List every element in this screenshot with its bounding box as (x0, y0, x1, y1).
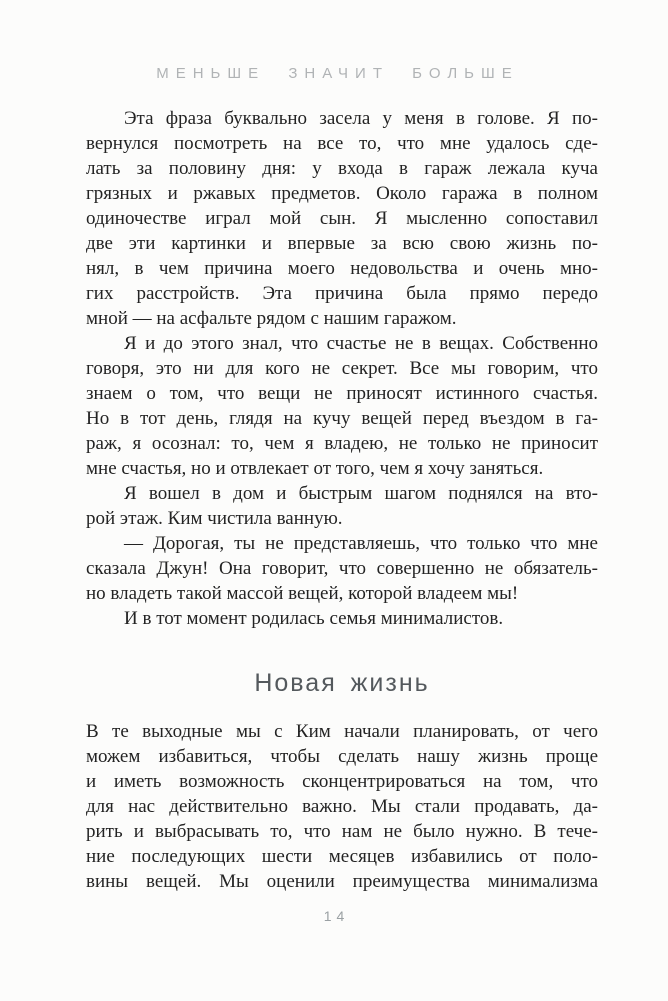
text-line: знаем о том, что вещи не приносят истинного счастья. (86, 383, 598, 404)
paragraph (86, 331, 598, 481)
text-line: сказала Джун! Она говорит, что совершенно не обязатель- (86, 558, 598, 579)
text-line: говоря, это ни для кого не секрет. Все мы говорим, что (86, 358, 598, 379)
text-line: две эти картинки и впервые за всю свою жизнь по- (86, 233, 598, 254)
text-line: рить и выбрасывать то, что нам не было нужно. В тече- (86, 821, 598, 842)
text-line: Я и до этого знал, что счастье не в вещах. Собственно (124, 333, 598, 354)
paragraphs-before-heading (86, 106, 598, 631)
text-line: мной — на асфальте рядом с нашим гаражом. (86, 308, 457, 329)
text-line: и иметь возможность сконцентрироваться на том, что (86, 771, 598, 792)
paragraph (86, 606, 598, 631)
text-line: ние последующих шести месяцев избавились от поло- (86, 846, 598, 867)
text-line: В те выходные мы с Ким начали планировать, от чего (86, 721, 598, 742)
text-line: вины вещей. Мы оценили преимущества минимализма (86, 871, 598, 892)
section-heading: Новая жизнь (254, 669, 430, 697)
text-line: И в тот момент родилась семья минималистов. (124, 608, 504, 629)
body-text (86, 106, 598, 894)
text-line: лать за половину дня: у входа в гараж лежала куча (86, 158, 598, 179)
text-line: рой этаж. Ким чистила ванную. (86, 508, 343, 529)
text-line: нял, в чем причина моего недовольства и очень мно- (86, 258, 598, 279)
text-line: Я вошел в дом и быстрым шагом поднялся на вто- (124, 483, 598, 504)
paragraph (86, 481, 598, 531)
text-line: мне счастья, но и отвлекает от того, чем я хочу заняться. (86, 458, 544, 479)
text-line: но владеть такой массой вещей, которой владеем мы! (86, 583, 519, 604)
running-head: МЕНЬШЕ ЗНАЧИТ БОЛЬШЕ (156, 65, 519, 82)
text-line: можем избавиться, чтобы сделать нашу жизнь проще (86, 746, 598, 767)
text-line: Но в тот день, глядя на кучу вещей перед въездом в га- (86, 408, 598, 429)
paragraph (86, 106, 598, 331)
paragraph (86, 531, 598, 606)
text-line: для нас действительно важно. Мы стали продавать, да- (86, 796, 598, 817)
text-line: Эта фраза буквально засела у меня в голове. Я по- (124, 108, 598, 129)
text-line: гих расстройств. Эта причина была прямо передо (86, 283, 598, 304)
text-line: грязных и ржавых предметов. Около гаража в полном (86, 183, 598, 204)
paragraph (86, 719, 598, 894)
text-line: раж, я осознал: то, чем я владею, не только не приносит (86, 433, 598, 454)
text-line: вернулся посмотреть на все то, что мне удалось сде- (86, 133, 598, 154)
page-number: 14 (323, 908, 350, 924)
text-line: одиночестве играл мой сын. Я мысленно сопоставил (86, 208, 598, 229)
text-line: — Дорогая, ты не представляешь, что только что мне (124, 533, 598, 554)
paragraphs-after-heading (86, 719, 598, 894)
